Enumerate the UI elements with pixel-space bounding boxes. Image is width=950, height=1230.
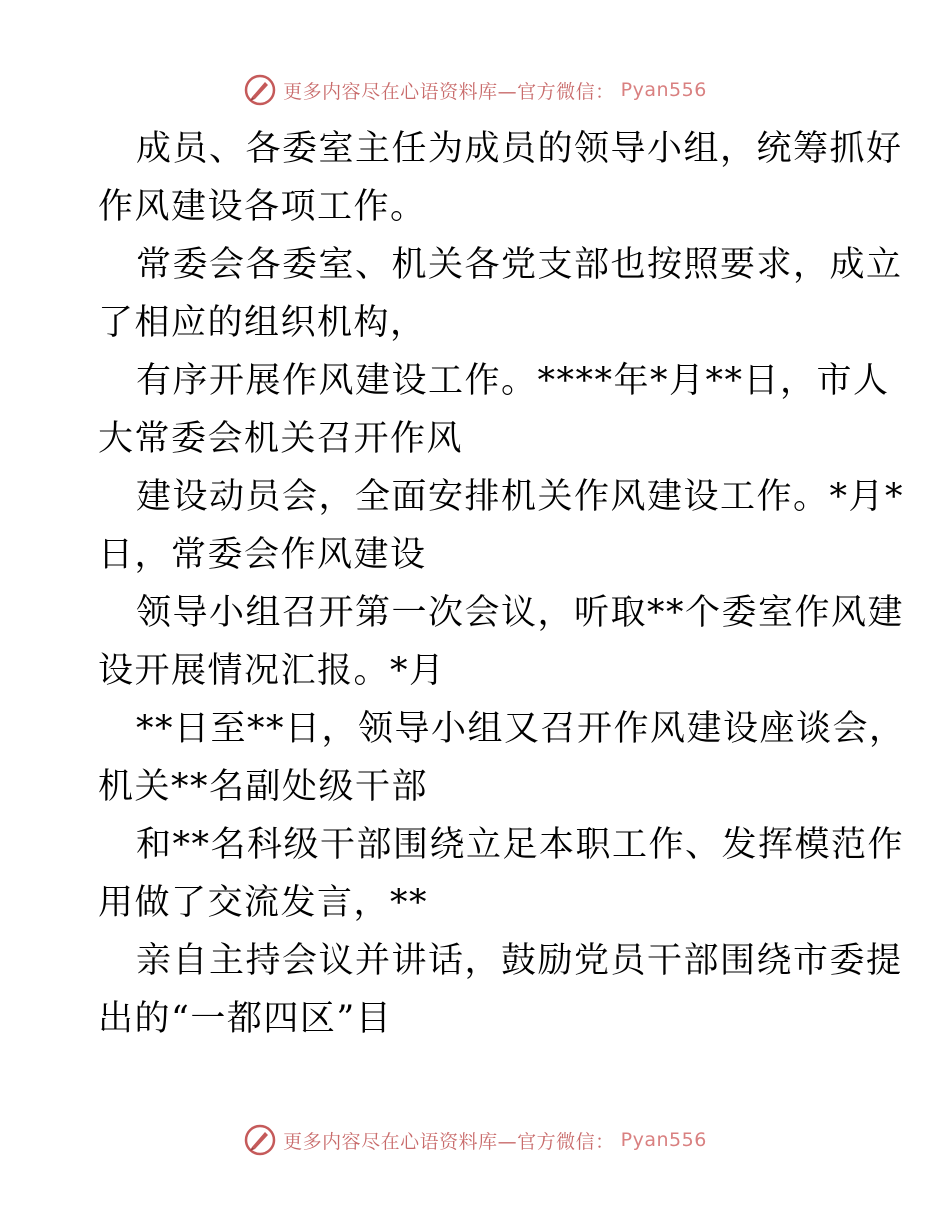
text-line: 机关**名副处级干部 <box>98 767 429 807</box>
document-body <box>98 120 906 1048</box>
text-line: 用做了交流发言，** <box>98 883 429 923</box>
text-line: 和**名科级干部围绕立足本职工作、发挥模范作 <box>136 825 905 865</box>
text-line: 亲自主持会议并讲话，鼓励党员干部围绕市委提 <box>136 941 903 981</box>
quill-logo-icon <box>243 73 277 107</box>
text-line: 设开展情况汇报。*月 <box>98 651 446 691</box>
text-line: 日，常委会作风建设 <box>98 535 427 575</box>
header-watermark <box>0 70 950 110</box>
text-line: 有序开展作风建设工作。****年*月**日，市人 <box>136 361 890 401</box>
text-line: 领导小组召开第一次会议，听取**个委室作风建 <box>136 593 905 633</box>
quill-logo-icon <box>243 1123 277 1157</box>
watermark-brand: Pyan556 <box>620 1129 707 1151</box>
text-line: 建设动员会，全面安排机关作风建设工作。*月* <box>136 477 905 517</box>
text-line: 成员、各委室主任为成员的领导小组，统筹抓好 <box>136 129 903 169</box>
text-line: 大常委会机关召开作风 <box>98 419 464 459</box>
text-line: 了相应的组织机构， <box>98 303 427 343</box>
footer-watermark <box>0 1120 950 1160</box>
watermark-text: 更多内容尽在心语资料库—官方微信： <box>283 1130 615 1153</box>
text-line: 出的“一都四区”目 <box>98 999 393 1039</box>
watermark-brand: Pyan556 <box>620 79 707 101</box>
text-line: **日至**日，领导小组又召开作风建设座谈会， <box>136 709 906 749</box>
text-line: 常委会各委室、机关各党支部也按照要求，成立 <box>136 245 903 285</box>
text-line: 作风建设各项工作。 <box>98 187 427 227</box>
watermark-text: 更多内容尽在心语资料库—官方微信： <box>283 80 615 103</box>
